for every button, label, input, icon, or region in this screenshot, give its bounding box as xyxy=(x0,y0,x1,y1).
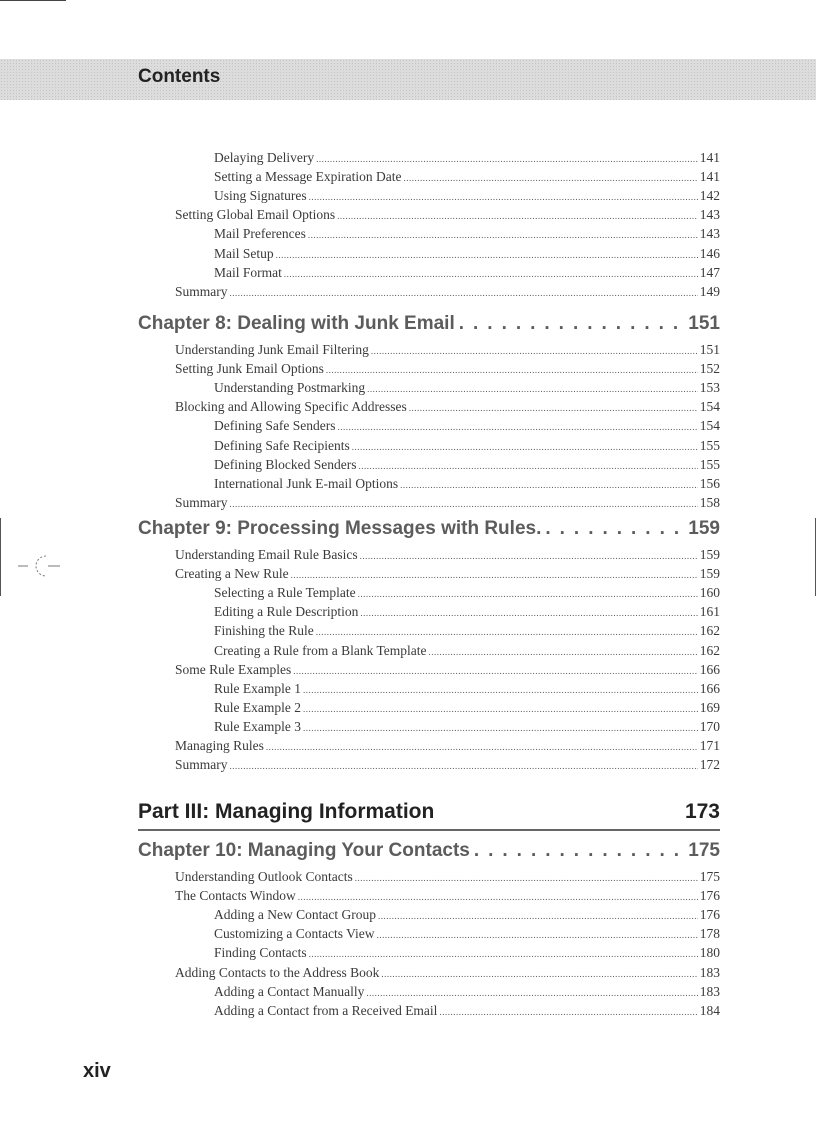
dot-leader xyxy=(309,188,698,206)
toc-entry-title: Adding a Contact from a Received Email xyxy=(214,1002,438,1018)
dot-leader xyxy=(360,547,698,565)
toc-entry-page: 162 xyxy=(699,623,720,639)
toc-entry-title: Rule Example 1 xyxy=(214,680,301,696)
toc-entry-title: Finding Contacts xyxy=(214,945,307,961)
toc-entry-page: 154 xyxy=(699,399,720,415)
toc-entry-page: 149 xyxy=(699,283,720,299)
toc-entry-title: Delaying Delivery xyxy=(214,150,315,165)
dot-leader xyxy=(230,284,698,302)
toc-entry-title: Defining Safe Recipients xyxy=(214,437,350,453)
dot-leader xyxy=(409,399,698,417)
dot-leader xyxy=(337,418,697,436)
toc-entry-title: Adding a New Contact Group xyxy=(214,907,376,923)
toc-entry[interactable] xyxy=(214,149,720,167)
chapter-title: Chapter 8: Dealing with Junk Email xyxy=(138,313,455,334)
toc-entry[interactable] xyxy=(175,737,720,755)
toc-entry-page: 159 xyxy=(699,547,720,562)
toc-entry-page: 162 xyxy=(699,642,720,658)
toc-entry-page: 161 xyxy=(699,604,720,620)
dot-leader xyxy=(276,246,698,264)
toc-entry[interactable] xyxy=(175,756,720,774)
toc-entry-title: Summary xyxy=(175,283,228,299)
toc-entry[interactable] xyxy=(175,206,720,224)
header-band xyxy=(0,59,816,100)
dot-leader xyxy=(400,476,698,494)
toc-entry-page: 152 xyxy=(699,361,720,377)
toc-entry[interactable] xyxy=(214,245,720,263)
dot-leader xyxy=(377,926,698,944)
toc-entry-title: Using Signatures xyxy=(214,188,307,204)
toc-entry-page: 155 xyxy=(699,437,720,453)
toc-entry[interactable] xyxy=(214,944,720,962)
toc-entry-title: Defining Safe Senders xyxy=(214,418,336,434)
toc-entry[interactable] xyxy=(214,187,720,205)
toc-entry-title: Defining Blocked Senders xyxy=(214,456,357,472)
toc-entry[interactable] xyxy=(214,417,720,435)
toc-entry-title: Customizing a Contacts View xyxy=(214,926,375,942)
toc-entry[interactable] xyxy=(214,1002,720,1020)
toc-entry-page: 176 xyxy=(699,888,720,904)
toc-entry[interactable] xyxy=(214,379,720,397)
dot-leader xyxy=(298,888,698,906)
dot-leader xyxy=(358,585,698,603)
dot-leader xyxy=(316,150,698,168)
toc-entry-page: 158 xyxy=(699,494,720,510)
dot-leader xyxy=(230,495,698,513)
toc-entry[interactable] xyxy=(175,341,720,359)
dot-leader xyxy=(352,438,698,456)
toc-entry[interactable] xyxy=(214,699,720,717)
toc-entry[interactable] xyxy=(214,906,720,924)
toc-entry-page: 183 xyxy=(699,983,720,999)
toc-entry-page: 172 xyxy=(699,757,720,773)
part-title: Part III: Managing Information xyxy=(138,800,435,823)
part-divider xyxy=(138,829,720,831)
chapter-heading[interactable] xyxy=(138,518,720,540)
toc-entry[interactable] xyxy=(214,225,720,243)
part-heading[interactable] xyxy=(138,800,720,824)
toc-entry-title: Blocking and Allowing Specific Addresses xyxy=(175,399,407,415)
toc-entry-title: Summary xyxy=(175,494,228,510)
dot-leader xyxy=(337,207,698,225)
toc-entry-page: 166 xyxy=(699,680,720,696)
toc-entry[interactable] xyxy=(214,437,720,455)
dot-leader xyxy=(459,313,685,335)
toc-entry-title: Selecting a Rule Template xyxy=(214,585,356,601)
toc-entry-title: Creating a Rule from a Blank Template xyxy=(214,642,427,658)
toc-entry[interactable] xyxy=(214,925,720,943)
toc-entry-title: Understanding Postmarking xyxy=(214,380,366,396)
toc-entry[interactable] xyxy=(175,868,720,886)
registration-mark-icon xyxy=(18,550,68,580)
chapter-page: 175 xyxy=(688,840,720,861)
toc-entry[interactable] xyxy=(214,983,720,1001)
toc-entry[interactable] xyxy=(214,718,720,736)
binder-mark-left xyxy=(0,518,1,596)
toc-entry[interactable] xyxy=(214,642,720,660)
chapter-heading[interactable] xyxy=(138,840,720,862)
toc-entry-title: Rule Example 2 xyxy=(214,699,301,715)
dot-leader xyxy=(291,566,698,584)
toc-entry[interactable] xyxy=(175,283,720,301)
dot-leader xyxy=(545,518,684,540)
toc-entry-title: The Contacts Window xyxy=(175,888,296,904)
toc-entry[interactable] xyxy=(214,456,720,474)
toc-entry-page: 176 xyxy=(699,907,720,923)
toc-entry-page: 183 xyxy=(699,964,720,980)
dot-leader xyxy=(474,840,684,862)
dot-leader xyxy=(303,681,698,699)
toc-entry-page: 141 xyxy=(699,169,720,185)
dot-leader xyxy=(303,719,698,737)
dot-leader xyxy=(381,965,697,983)
toc-entry-title: Creating a New Rule xyxy=(175,566,289,582)
toc-entry-page: 166 xyxy=(699,661,720,677)
toc-entry-title: Adding a Contact Manually xyxy=(214,983,365,999)
dot-leader xyxy=(371,342,698,360)
toc-entry-page: 146 xyxy=(699,245,720,261)
chapter-page: 151 xyxy=(688,313,720,334)
toc-entry-title: Understanding Junk Email Filtering xyxy=(175,342,369,357)
toc-entry[interactable] xyxy=(175,360,720,378)
toc-entry-page: 154 xyxy=(699,418,720,434)
toc-entry-page: 147 xyxy=(699,264,720,280)
toc-entry[interactable] xyxy=(175,887,720,905)
toc-entry-title: Rule Example 3 xyxy=(214,718,301,734)
toc-entry-title: Setting a Message Expiration Date xyxy=(214,169,402,185)
toc-entry[interactable] xyxy=(214,168,720,186)
toc-entry[interactable] xyxy=(214,264,720,282)
toc-entry-page: 178 xyxy=(699,926,720,942)
toc-entry[interactable] xyxy=(175,661,720,679)
toc-entry-page: 142 xyxy=(699,188,720,204)
corner-crop-rule xyxy=(0,0,66,1)
toc-entry-title: Setting Global Email Options xyxy=(175,207,336,223)
toc-entry-page: 143 xyxy=(699,207,720,223)
dot-leader xyxy=(326,361,698,379)
toc-entry-page: 143 xyxy=(699,226,720,242)
dot-leader xyxy=(355,869,698,887)
chapter-page: 159 xyxy=(688,518,720,539)
toc-entry[interactable] xyxy=(175,546,720,564)
toc-entry[interactable] xyxy=(175,964,720,982)
toc-entry-title: International Junk E-mail Options xyxy=(214,475,399,491)
toc-entry-title: Mail Format xyxy=(214,264,282,280)
toc-entry[interactable] xyxy=(175,494,720,512)
dot-leader xyxy=(316,623,698,641)
toc-entry-title: Summary xyxy=(175,757,228,773)
dot-leader xyxy=(358,457,697,475)
toc-entry[interactable] xyxy=(214,584,720,602)
toc-entry[interactable] xyxy=(175,398,720,416)
toc-entry-title: Mail Preferences xyxy=(214,226,306,242)
toc-entry[interactable] xyxy=(214,603,720,621)
dot-leader xyxy=(303,700,698,718)
dot-leader xyxy=(367,380,698,398)
dot-leader xyxy=(309,945,698,963)
page-title: Contents xyxy=(138,66,221,87)
toc-entry-title: Some Rule Examples xyxy=(175,661,292,677)
chapter-heading[interactable] xyxy=(138,313,720,335)
toc-entry[interactable] xyxy=(214,622,720,640)
dot-leader xyxy=(403,169,697,187)
dot-leader xyxy=(284,265,698,283)
part-page: 173 xyxy=(684,800,720,823)
toc-entry[interactable] xyxy=(214,475,720,493)
toc-entry-title: Finishing the Rule xyxy=(214,623,314,639)
toc-entry-page: 159 xyxy=(699,566,720,582)
toc-entry-title: Setting Junk Email Options xyxy=(175,361,324,377)
chapter-title: Chapter 10: Managing Your Contacts xyxy=(138,840,470,861)
toc-entry[interactable] xyxy=(175,565,720,583)
toc-entry-page: 141 xyxy=(699,150,720,165)
toc-entry-page: 180 xyxy=(699,945,720,961)
toc-entry-page: 155 xyxy=(699,456,720,472)
toc-entry[interactable] xyxy=(214,680,720,698)
dot-leader xyxy=(366,984,697,1002)
dot-leader xyxy=(360,604,697,622)
chapter-title: Chapter 9: Processing Messages with Rules. xyxy=(138,518,542,539)
toc-entry-page: 160 xyxy=(699,585,720,601)
toc-entry-page: 170 xyxy=(699,718,720,734)
dot-leader xyxy=(429,643,698,661)
toc-entry-title: Editing a Rule Description xyxy=(214,604,359,620)
toc-entry-page: 151 xyxy=(699,342,720,357)
toc-entry-title: Managing Rules xyxy=(175,738,264,753)
dot-leader xyxy=(293,662,698,680)
page-folio: xiv xyxy=(83,1060,111,1082)
dot-leader xyxy=(439,1003,697,1021)
toc-entry-page: 153 xyxy=(699,380,720,396)
toc-entry-title: Understanding Outlook Contacts xyxy=(175,869,353,884)
toc-entry-page: 156 xyxy=(699,475,720,491)
dot-leader xyxy=(308,226,698,244)
toc-entry-title: Adding Contacts to the Address Book xyxy=(175,964,380,980)
toc-entry-title: Understanding Email Rule Basics xyxy=(175,547,358,562)
toc-entry-page: 171 xyxy=(699,738,720,753)
toc-entry-title: Mail Setup xyxy=(214,245,274,261)
toc-entry-page: 169 xyxy=(699,699,720,715)
dot-leader xyxy=(266,738,698,756)
toc-entry-page: 175 xyxy=(699,869,720,884)
toc-entry-page: 184 xyxy=(699,1002,720,1018)
dot-leader xyxy=(378,907,698,925)
dot-leader xyxy=(230,757,698,775)
